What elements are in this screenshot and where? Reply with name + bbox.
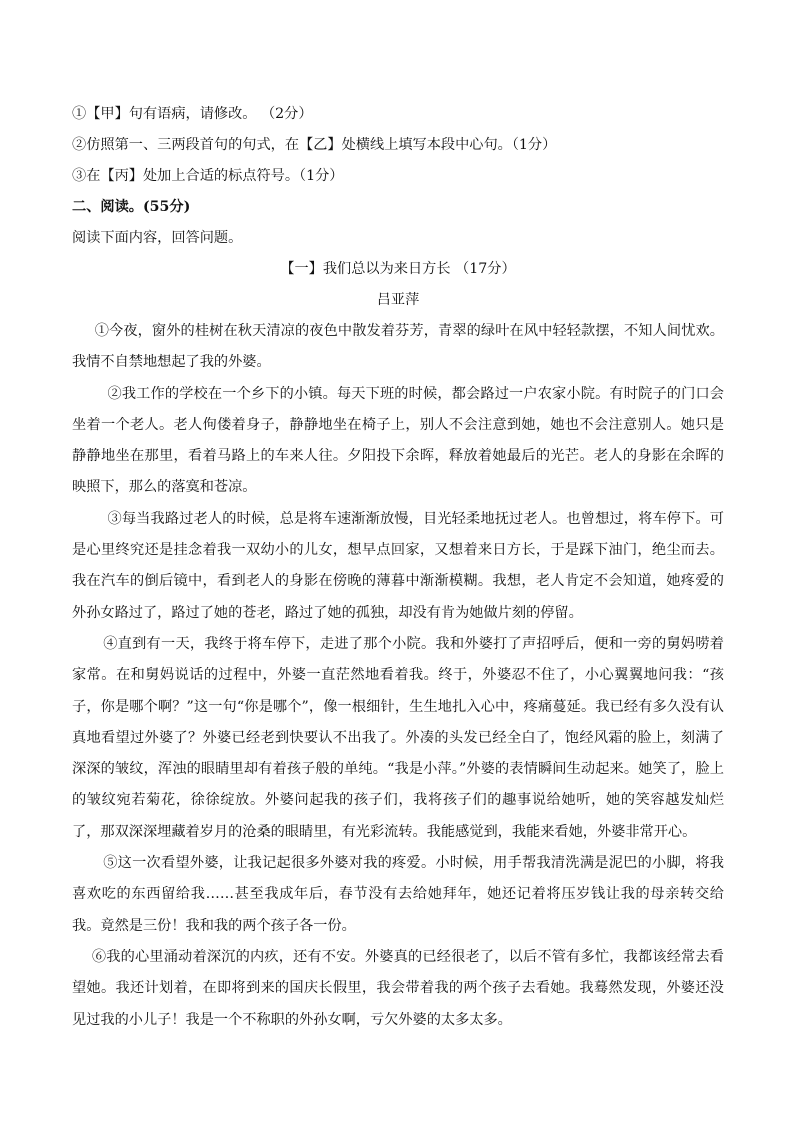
question-2: ②仿照第一、三两段首句的句式，在【乙】处横线上填写本段中心句。（1分） xyxy=(72,137,557,153)
document-page xyxy=(72,99,724,1036)
section-heading: 二、阅读。(55分) xyxy=(72,199,191,215)
paragraph-1: ①今夜，窗外的桂树在秋天清凉的夜色中散发着芬芳，青翠的绿叶在风中轻轻款摆，不知人间忧欢。我情不自禁地想起了我的外婆。 xyxy=(72,323,724,371)
paragraph-5: ⑤这一次看望外婆，让我记起很多外婆对我的疼爱。小时候，用手帮我清洗满是泥巴的小脚，将我喜欢吃的东西留给我……甚至我成年后，春节没有去给她拜年，她还记着将压岁钱让我的母亲转交给我。竟然是三份！我和我的两个孩子各一份。 xyxy=(72,855,724,934)
paragraph-6: ⑥我的心里涌动着深沉的内疚，还有不安。外婆真的已经很老了，以后不管有多忙，我都该经常去看望她。我还计划着，在即将到来的国庆长假里，我会带着我的两个孩子去看她。我蓦然发现，外婆还没见过我的小儿子！我是一个不称职的外孙女啊，亏欠外婆的太多太多。 xyxy=(72,948,724,1028)
article-title: 【一】我们总以为来日方长 （17分） xyxy=(280,261,516,277)
question-1: ①【甲】句有语病，请修改。 （2分） xyxy=(72,106,313,122)
question-3: ③在【丙】处加上合适的标点符号。（1分） xyxy=(72,168,344,184)
paragraph-4: ④直到有一天，我终于将车停下，走进了那个小院。我和外婆打了声招呼后，便和一旁的舅妈唠着家常。在和舅妈说话的过程中，外婆一直茫然地看着我。终于，外婆忍不住了，小心翼翼地问我：“孩子，你是哪个啊？”这一句“你是哪个”，像一根细针，生生地扎入心中，疼痛蔓延。我已经有多久没有认真地看望过外婆了？外婆已经老到快要认不出我了。外凑的头发已经全白了，饱经风霜的脸上，刻满了深深的皱纹，浑浊的眼睛里却有着孩子般的单纯。“我是小萍。”外婆的表情瞬间生动起来。她笑了，脸上的皱纹宛若菊花，徐徐绽放。外婆问起我的孩子们，我将孩子们的趣事说给她听，她的笑容越发灿烂了，那双深深埋藏着岁月的沧桑的眼睛里，有光彩流转。我能感觉到，我能来看她，外婆非常开心。 xyxy=(72,635,724,840)
instruction: 阅读下面内容，回答问题。 xyxy=(72,230,243,246)
article-author: 吕亚萍 xyxy=(376,292,420,308)
paragraph-3: ③每当我路过老人的时候，总是将车速渐渐放慢，目光轻柔地抚过老人。也曾想过，将车停下。可是心里终究还是挂念着我一双幼小的儿女，想早点回家，又想着来日方长，于是踩下油门，绝尘而去。我在汽车的倒后镜中，看到老人的身影在傍晚的薄暮中渐渐模糊。我想，老人肯定不会知道，她疼爱的外孙女路过了，路过了她的苍老，路过了她的孤独，却没有肯为她做片刻的停留。 xyxy=(72,510,724,621)
paragraph-2: ②我工作的学校在一个乡下的小镇。每天下班的时候，都会路过一户农家小院。有时院子的门口会坐着一个老人。老人佝偻着身子，静静地坐在椅子上，别人不会注意到她，她也不会注意别人。她只是静静地坐在那里，看着马路上的车来人往。夕阳投下余晖，释放着她最后的光芒。老人的身影在余晖的映照下，那么的落寞和苍凉。 xyxy=(72,385,724,496)
